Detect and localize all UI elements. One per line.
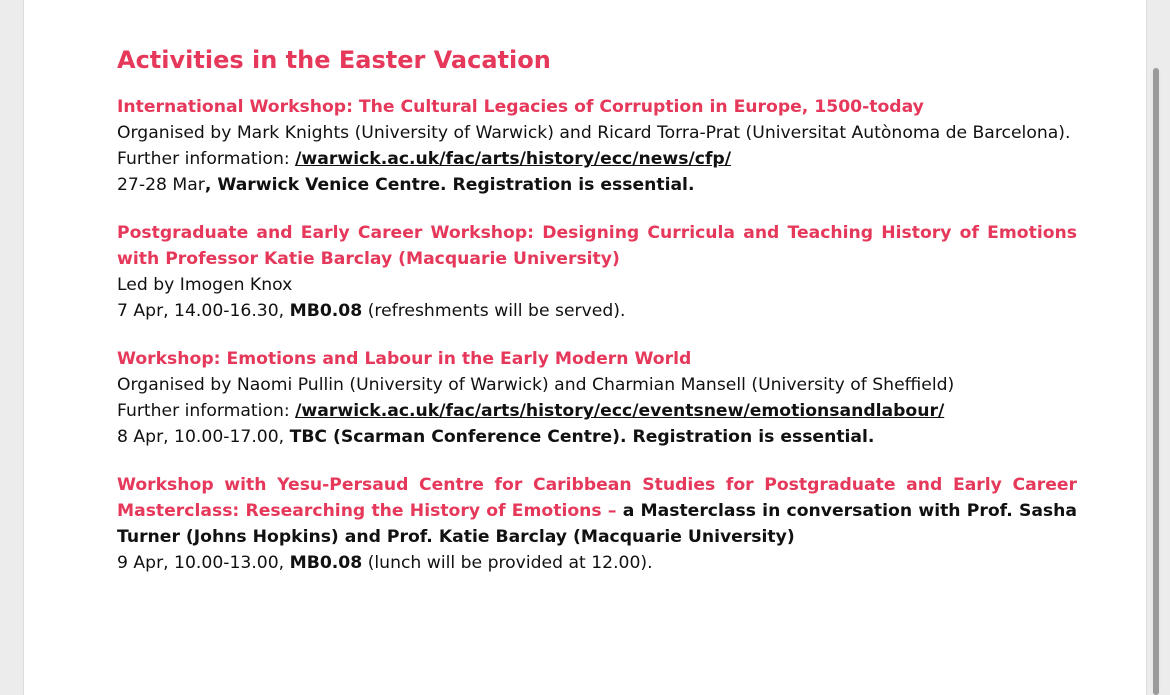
event-title: Workshop: Emotions and Labour in the Early Modern World <box>117 349 692 369</box>
event-curricula-workshop <box>117 220 1077 324</box>
info-label: Further information: <box>117 401 296 421</box>
event-masterclass <box>117 472 1077 576</box>
info-link[interactable]: /warwick.ac.uk/fac/arts/history/ecc/eventsnew/emotionsandlabour/ <box>295 401 945 421</box>
event-venue-details: , Warwick Venice Centre. Registration is essential. <box>204 175 695 195</box>
event-organisers: Organised by Naomi Pullin (University of Warwick) and Charmian Mansell (University of Sheffield) <box>117 375 955 395</box>
event-corruption-workshop <box>117 94 1077 198</box>
event-title: Workshop with Yesu-Persaud Centre for Caribbean Studies for Postgraduate and Early Career Masterclass: Researching the History of Emotions – <box>117 475 1077 521</box>
event-date-line <box>117 172 1077 198</box>
event-leader: Led by Imogen Knox <box>117 275 293 295</box>
event-subtitle: a Masterclass in conversation with Prof. Sasha Turner (Johns Hopkins) and Prof. Katie Barclay (Macquarie University) <box>117 501 1077 547</box>
info-label: Further information: <box>117 149 296 169</box>
event-date-line <box>117 424 1077 450</box>
document-page <box>23 0 1147 695</box>
event-date: 27-28 Mar <box>117 175 205 195</box>
event-info-line <box>117 398 1077 424</box>
event-organisers: Organised by Mark Knights (University of Warwick) and Ricard Torra-Prat (Universitat Autònoma de Barcelona). <box>117 123 1071 143</box>
event-labour-workshop <box>117 346 1077 450</box>
event-venue: MB0.08 <box>289 553 363 573</box>
event-title-block <box>117 472 1077 550</box>
event-date-line <box>117 298 1077 324</box>
event-note: (refreshments will be served). <box>362 301 626 321</box>
event-date-line <box>117 550 1077 576</box>
event-title: International Workshop: The Cultural Legacies of Corruption in Europe, 1500-today <box>117 97 924 117</box>
event-date: 9 Apr, 10.00-13.00, <box>117 553 290 573</box>
event-note: (lunch will be provided at 12.00). <box>362 553 653 573</box>
document-content <box>117 42 1077 598</box>
event-venue-details: TBC (Scarman Conference Centre). Registration is essential. <box>289 427 875 447</box>
event-title: Postgraduate and Early Career Workshop: Designing Curricula and Teaching History of Emotions with Professor Katie Barclay (Macquarie University) <box>117 223 1077 269</box>
event-date: 7 Apr, 14.00-16.30, <box>117 301 290 321</box>
page-heading: Activities in the Easter Vacation <box>117 46 551 74</box>
event-date: 8 Apr, 10.00-17.00, <box>117 427 290 447</box>
event-venue: MB0.08 <box>289 301 363 321</box>
info-link[interactable]: /warwick.ac.uk/fac/arts/history/ecc/news/cfp/ <box>295 149 732 169</box>
scrollbar-thumb[interactable] <box>1153 68 1159 695</box>
event-info-line <box>117 146 1077 172</box>
